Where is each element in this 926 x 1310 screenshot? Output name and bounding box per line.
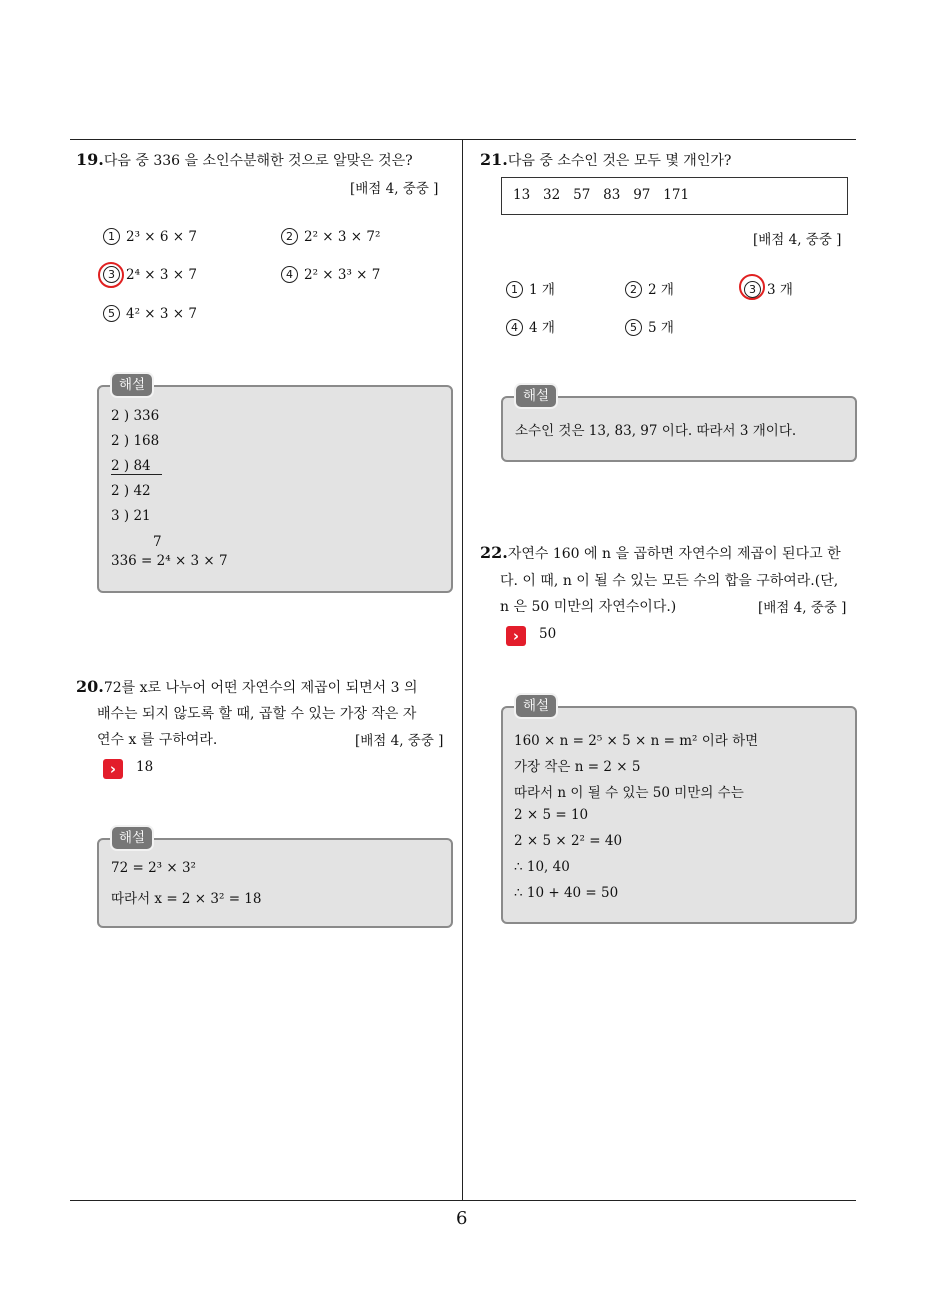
q22-sol-line-1: 160 × n = 2⁵ × 5 × n = m² 이라 하면 [514, 733, 759, 749]
q20-line-3: 연수 x 를 구하여라. [97, 732, 218, 748]
answer-arrow-icon: › [506, 626, 526, 646]
q22-line-3: n 은 50 미만의 자연수이다.) [500, 599, 677, 615]
q19-text: 다음 중 336 을 소인수분해한 것으로 알맞은 것은? [103, 153, 413, 169]
q21-choice-4[interactable]: 4 4 개 [506, 316, 555, 336]
q22-solution-tag: 해설 [514, 693, 558, 719]
q22-sol-line-6: ∴ 10, 40 [514, 859, 570, 875]
q21-text: 다음 중 소수인 것은 모두 몇 개인가? [507, 153, 732, 169]
choice-marker: 5 [625, 319, 642, 336]
q19-sol-line-7: 336 = 2⁴ × 3 × 7 [111, 553, 228, 569]
q22-sol-line-3: 따라서 n 이 될 수 있는 50 미만의 수는 [514, 785, 744, 801]
q19-choice-2[interactable]: 2 2² × 3 × 7² [281, 228, 380, 245]
q22-sol-line-4: 2 × 5 = 10 [514, 807, 589, 823]
q19-sol-line-6: 7 [153, 534, 162, 550]
q20-solution-box [97, 838, 453, 928]
q21-choice-1[interactable]: 1 1 개 [506, 278, 555, 298]
q20-sol-line-1: 72 = 2³ × 3² [111, 860, 196, 876]
q20-meta: [배점 4, 중중 ] [355, 733, 444, 749]
q21-numbers: 13 32 57 83 97 171 [513, 187, 690, 203]
q19-solution-tag: 해설 [110, 372, 154, 398]
column-divider [462, 139, 463, 1201]
q19-number: 19. [76, 150, 104, 169]
q21-choice-5[interactable]: 5 5 개 [625, 316, 674, 336]
choice-marker: 3 [744, 281, 761, 298]
q22-sol-line-2: 가장 작은 n = 2 × 5 [514, 759, 641, 775]
q22-sol-line-7: ∴ 10 + 40 = 50 [514, 885, 619, 901]
choice-marker: 3 [103, 266, 120, 283]
q19-sol-line-5: 3 ) 21 [111, 508, 151, 524]
choice-marker: 4 [506, 319, 523, 336]
q19-choice-4[interactable]: 4 2² × 3³ × 7 [281, 266, 380, 283]
q19-sol-line-3: 2 ) 84 [111, 458, 162, 475]
choice-marker: 1 [103, 228, 120, 245]
q19-choice-1[interactable]: 1 2³ × 6 × 7 [103, 228, 197, 245]
choice-marker: 1 [506, 281, 523, 298]
q21-choice-2[interactable]: 2 2 개 [625, 278, 674, 298]
q19-question [76, 150, 413, 170]
q21-question [480, 150, 731, 170]
q20-answer: 18 [136, 759, 154, 775]
q20-number: 20. [76, 677, 104, 696]
q22-meta: [배점 4, 중중 ] [758, 600, 847, 616]
q20-line-2: 배수는 되지 않도록 할 때, 곱할 수 있는 가장 작은 자 [97, 706, 417, 722]
q19-choice-3[interactable]: 3 2⁴ × 3 × 7 [103, 266, 197, 283]
q22-number: 22. [480, 543, 508, 562]
page-number: 6 [456, 1208, 468, 1229]
q21-solution-tag: 해설 [514, 383, 558, 409]
q19-sol-line-1: 2 ) 336 [111, 408, 160, 424]
q19-choice-5[interactable]: 5 4² × 3 × 7 [103, 305, 197, 322]
q21-sol-line-1: 소수인 것은 13, 83, 97 이다. 따라서 3 개이다. [515, 423, 797, 439]
q22-line-1: 22.자연수 160 에 n 을 곱하면 자연수의 제곱이 된다고 한 [480, 543, 841, 562]
q22-sol-line-5: 2 × 5 × 2² = 40 [514, 833, 623, 849]
q19-meta: [배점 4, 중중 ] [350, 181, 439, 197]
q20-solution-tag: 해설 [110, 825, 154, 851]
q21-meta: [배점 4, 중중 ] [753, 232, 842, 248]
q22-answer: 50 [539, 626, 557, 642]
choice-marker: 2 [281, 228, 298, 245]
top-rule [70, 139, 856, 140]
q19-sol-line-2: 2 ) 168 [111, 433, 160, 449]
q21-number: 21. [480, 150, 508, 169]
q20-line-1: 20.72를 x로 나누어 어떤 자연수의 제곱이 되면서 3 의 [76, 677, 418, 696]
q22-line-2: 다. 이 때, n 이 될 수 있는 모든 수의 합을 구하여라.(단, [500, 573, 839, 589]
choice-marker: 2 [625, 281, 642, 298]
q21-choice-3[interactable]: 3 3 개 [744, 278, 793, 298]
answer-arrow-icon: › [103, 759, 123, 779]
q19-sol-line-4: 2 ) 42 [111, 483, 151, 499]
bottom-rule [70, 1200, 856, 1201]
choice-marker: 5 [103, 305, 120, 322]
choice-marker: 4 [281, 266, 298, 283]
q20-sol-line-2: 따라서 x = 2 × 3² = 18 [111, 891, 262, 907]
